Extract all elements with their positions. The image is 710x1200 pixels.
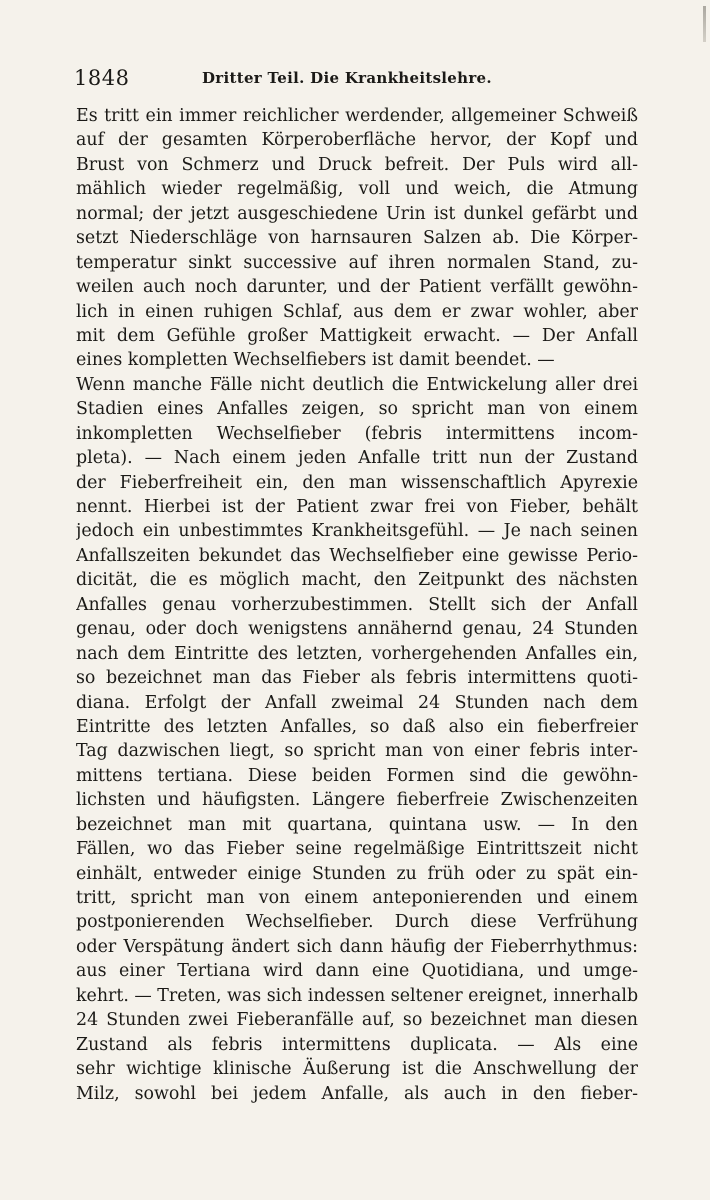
text-line: Fällen, wo das Fieber seine regelmäßige Eintrittszeit nicht — [76, 839, 638, 860]
text-line: Tag dazwischen liegt, so spricht man von einer febris inter- — [76, 741, 638, 762]
text-line: Es tritt ein immer reichlicher werdender, allgemeiner Schweiß — [76, 106, 638, 126]
text-line: der Fieberfreiheit ein, den man wissenschaftlich Apyrexie — [76, 472, 638, 493]
page-number: 1848 — [74, 66, 130, 90]
text-line: oder Verspätung ändert sich dann häufig der Fieberrhythmus: — [76, 936, 638, 957]
text-line: auf der gesamten Körperoberfläche hervor, der Kopf und — [76, 130, 638, 151]
text-line: mittens tertiana. Diese beiden Formen sind die gewöhn- — [76, 765, 638, 786]
text-line: Zustand als febris intermittens duplicata. — Als eine — [76, 1034, 638, 1055]
text-line: eines kompletten Wechselfiebers ist damit beendet. — — [76, 350, 555, 371]
text-line: Milz, sowohl bei jedem Anfalle, als auch in den fieber- — [76, 1083, 638, 1104]
text-line: lichsten und häufigsten. Längere fieberfreie Zwischenzeiten — [76, 790, 638, 811]
text-line: diana. Erfolgt der Anfall zweimal 24 Stunden nach dem — [76, 692, 638, 713]
text-line: nach dem Eintritte des letzten, vorhergehenden Anfalles ein, — [76, 643, 638, 664]
text-line: so bezeichnet man das Fieber als febris intermittens quoti- — [76, 668, 638, 689]
page-edge-shadow — [703, 6, 706, 42]
text-line: mählich wieder regelmäßig, voll und weich, die Atmung — [76, 179, 638, 200]
text-line: pleta). — Nach einem jeden Anfalle tritt nun der Zustand — [76, 448, 638, 469]
text-line: dicität, die es möglich macht, den Zeitpunkt des nächsten — [76, 570, 638, 591]
text-line: postponierenden Wechselfieber. Durch diese Verfrühung — [76, 912, 638, 933]
text-line: inkompletten Wechselfieber (febris intermittens incom- — [76, 423, 638, 444]
text-line: Stadien eines Anfalles zeigen, so spricht man von einem — [76, 399, 638, 420]
text-line: aus einer Tertiana wird dann eine Quotidiana, und umge- — [76, 961, 638, 982]
text-line: mit dem Gefühle großer Mattigkeit erwacht. — Der Anfall — [76, 325, 638, 346]
text-line: jedoch ein unbestimmtes Krankheitsgefühl. — Je nach seinen — [76, 521, 638, 542]
text-line: bezeichnet man mit quartana, quintana usw. — In den — [76, 814, 638, 835]
text-line: 24 Stunden zwei Fieberanfälle auf, so bezeichnet man diesen — [76, 1010, 638, 1031]
text-line: normal; der jetzt ausgeschiedene Urin ist dunkel gefärbt und — [76, 203, 638, 224]
text-line: nennt. Hierbei ist der Patient zwar frei von Fieber, behält — [76, 497, 638, 517]
text-line: einhält, entweder einige Stunden zu früh oder zu spät ein- — [76, 863, 638, 884]
text-line: Anfalles genau vorherzubestimmen. Stellt sich der Anfall — [76, 594, 638, 615]
text-line: genau, oder doch wenigstens annähernd genau, 24 Stunden — [76, 619, 638, 640]
text-line: weilen auch noch darunter, und der Patient verfällt gewöhn- — [76, 277, 638, 298]
body-text — [76, 104, 638, 1106]
text-line: setzt Niederschläge von harnsauren Salzen ab. Die Körper- — [76, 228, 638, 249]
text-line: sehr wichtige klinische Äußerung ist die Anschwellung der — [76, 1059, 638, 1080]
text-line: kehrt. — Treten, was sich indessen seltener ereignet, innerhalb — [76, 985, 638, 1006]
text-line: Wenn manche Fälle nicht deutlich die Entwickelung aller drei — [76, 374, 638, 395]
text-line: temperatur sinkt successive auf ihren normalen Stand, zu- — [76, 252, 638, 273]
text-line: Brust von Schmerz und Druck befreit. Der Puls wird all- — [76, 154, 638, 175]
text-line: tritt, spricht man von einem anteponierenden und einem — [76, 888, 638, 908]
page-header — [74, 66, 634, 94]
running-head: Dritter Teil. Die Krankheitslehre. — [202, 69, 492, 87]
text-line: Eintritte des letzten Anfalles, so daß also ein fieberfreier — [76, 716, 638, 737]
text-line: Anfallszeiten bekundet das Wechselfieber eine gewisse Perio- — [76, 545, 638, 566]
text-line: lich in einen ruhigen Schlaf, aus dem er zwar wohler, aber — [76, 301, 638, 322]
